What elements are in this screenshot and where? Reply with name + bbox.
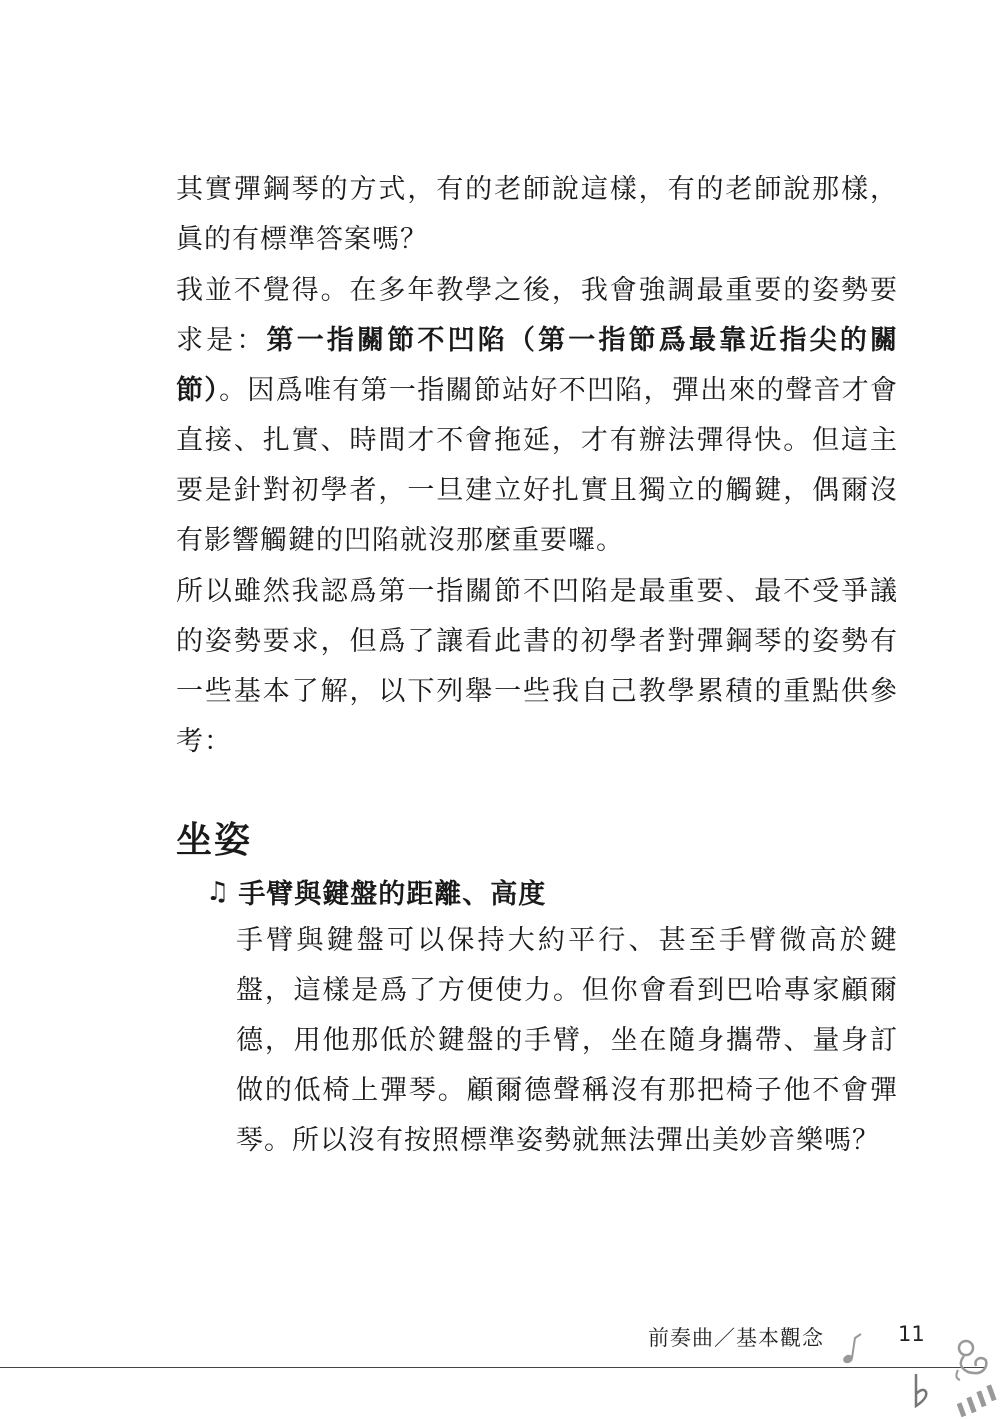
running-footer: 前奏曲／基本觀念 xyxy=(648,1326,824,1350)
footer-divider xyxy=(0,1367,985,1368)
section-title: 坐姿 xyxy=(176,820,253,861)
paragraph-2-lead: 我並不覺得。在多年教學之後，我會強調最重要的姿勢要求是： xyxy=(176,275,898,356)
paragraph-3: 所以雖然我認爲第一指關節不凹陷是最重要、最不受爭議的姿勢要求，但爲了讓看此書的初學者對彈鋼琴的姿勢有一些基本了解，以下列舉一些我自己教學累積的重點供參考： xyxy=(176,576,898,757)
treble-clef-decoration-icon xyxy=(946,1336,996,1384)
subsection-body: 手臂與鍵盤可以保持大約平行、甚至手臂微高於鍵盤，這樣是爲了方便使力。但你會看到巴哈專家顧爾德，用他那低於鍵盤的手臂，坐在隨身攜帶、量身訂做的低椅上彈琴。顧爾德聲稱沒有那把椅子他不會彈琴。所以沒有按照標準姿勢就無法彈出美妙音樂嗎？ xyxy=(236,925,898,1156)
page-number: 11 xyxy=(898,1322,925,1346)
paragraph-2 xyxy=(176,266,898,566)
paragraph-2-emphasis: 第一指關節不凹陷（第一指節爲最靠近指尖的關節） xyxy=(176,325,899,406)
subsection-heading-text: 手臂與鍵盤的距離、高度 xyxy=(238,879,547,910)
music-note-decoration-icon xyxy=(838,1332,864,1366)
flat-sign-decoration-icon xyxy=(910,1372,934,1412)
music-note-icon: ♫ xyxy=(206,876,231,907)
body-text xyxy=(176,165,898,768)
subsection-heading xyxy=(206,872,546,911)
beamed-notes-decoration-icon xyxy=(955,1383,1000,1419)
paragraph-1: 其實彈鋼琴的方式，有的老師說這樣，有的老師說那樣，眞的有標準答案嗎？ xyxy=(176,174,898,255)
paragraph-2-rest: 。因爲唯有第一指關節站好不凹陷，彈出來的聲音才會直接、扎實、時間才不會拖延，才有辦法彈得快。但這主要是針對初學者，一旦建立好扎實且獨立的觸鍵，偶爾沒有影響觸鍵的凹陷就沒那麼重要囉。 xyxy=(176,375,899,556)
